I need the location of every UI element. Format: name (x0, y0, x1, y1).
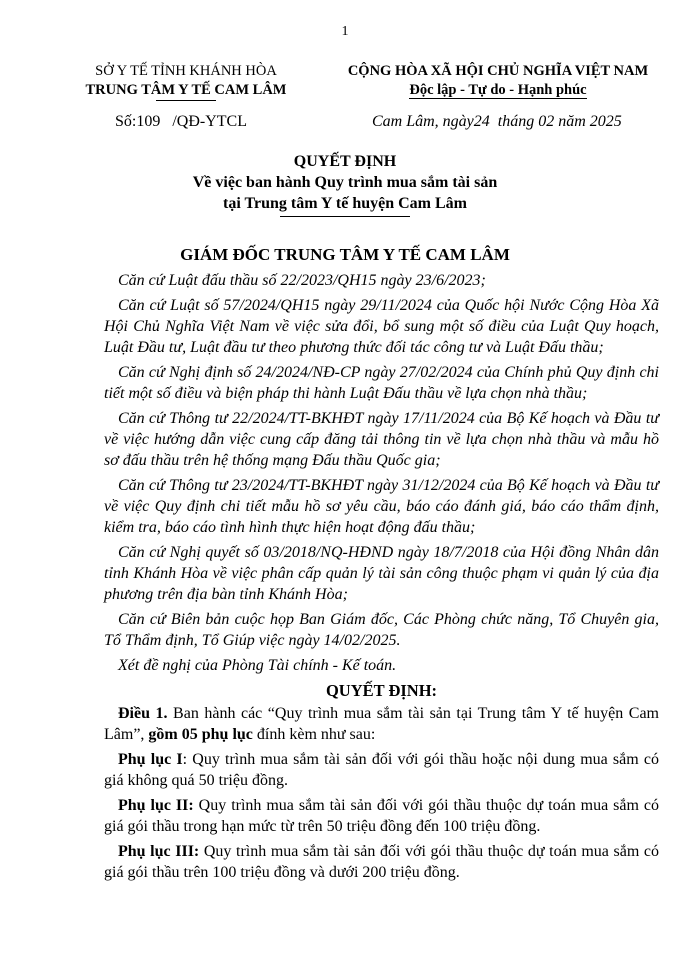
document-body (104, 270, 659, 887)
basis-3: Căn cứ Nghị định số 24/2024/NĐ-CP ngày 27/02/2024 của Chính phủ Quy định chi tiết một số điều và biện pháp thi hành Luật Đấu thầu về lựa chọn nhà thầu; (104, 364, 659, 402)
basis-5: Căn cứ Thông tư 23/2024/TT-BKHĐT ngày 31/12/2024 của Bộ Kế hoạch và Đầu tư về việc Quy định chi tiết mẫu hồ sơ yêu cầu, báo cáo đánh giá, báo cáo thẩm định, kiểm tra, báo cáo tình hình thực hiện hoạt động đấu thầu; (104, 477, 659, 536)
header-left (56, 62, 316, 100)
title-line2: Về việc ban hành Quy trình mua sắm tài sản (192, 174, 498, 191)
article-1-label: Điều 1. (118, 705, 168, 722)
appendix-3-label: Phụ lục III: (118, 843, 200, 860)
article-1 (104, 703, 659, 745)
article-1-text-bold: gồm 05 phụ lục (148, 726, 253, 743)
header-right (322, 62, 674, 100)
title-line1: QUYẾT ĐỊNH (293, 153, 397, 170)
appendix-1-text: : Quy trình mua sắm tài sản đối với gói thầu hoặc nội dung mua sắm có giá không quá 50 triệu đồng. (104, 751, 659, 789)
agency-parent: SỞ Y TẾ TỈNH KHÁNH HÒA (95, 63, 277, 79)
agency-name-text: TRUNG TÂM Y TẾ CAM LÂM (85, 82, 287, 98)
appendix-1 (104, 749, 659, 791)
basis-8: Xét đề nghị của Phòng Tài chính - Kế toán. (118, 657, 397, 674)
document-number: Số:109 /QĐ-YTCL (115, 113, 247, 130)
article-1-text-b: đính kèm như sau: (252, 726, 376, 743)
appendix-1-label: Phụ lục I (118, 751, 183, 768)
agency-underline (156, 100, 216, 101)
appendix-3 (104, 841, 659, 883)
appendix-3-text: Quy trình mua sắm tài sản đối với gói thầu thuộc dự toán mua sắm có giá gói thầu trên 100 triệu đồng và dưới 200 triệu đồng. (104, 843, 659, 881)
national-motto: Độc lập - Tự do - Hạnh phúc (409, 82, 587, 98)
title-line3: tại Trung tâm Y tế huyện Cam Lâm (223, 195, 467, 212)
decision-heading: QUYẾT ĐỊNH: (325, 681, 438, 700)
basis-7: Căn cứ Biên bản cuộc họp Ban Giám đốc, Các Phòng chức năng, Tổ Chuyên gia, Tổ Thẩm định, Tổ Giúp việc ngày 14/02/2025. (104, 611, 659, 649)
document-date: Cam Lâm, ngày24 tháng 02 năm 2025 (372, 113, 622, 130)
basis-4: Căn cứ Thông tư 22/2024/TT-BKHĐT ngày 17/11/2024 của Bộ Kế hoạch và Đầu tư về việc hướng dẫn việc cung cấp đăng tải thông tin về lựa chọn nhà thầu và mẫu hồ sơ đấu thầu trên hệ thống mạng Đấu thầu Quốc gia; (104, 410, 659, 469)
agency-name (86, 81, 287, 100)
appendix-2-label: Phụ lục II: (118, 797, 194, 814)
appendix-2 (104, 795, 659, 837)
document-title (0, 151, 690, 214)
appendix-2-text: Quy trình mua sắm tài sản đối với gói thầu thuộc dự toán mua sắm có giá gói thầu trong hạn mức từ trên 50 triệu đồng đến 100 triệu đồng. (104, 797, 659, 835)
national-title: CỘNG HÒA XÃ HỘI CHỦ NGHĨA VIỆT NAM (347, 63, 649, 79)
article-1-text-a: Ban hành các “Quy trình mua sắm tài sản tại Trung tâm Y tế huyện Cam Lâm”, (104, 705, 660, 743)
basis-6: Căn cứ Nghị quyết số 03/2018/NQ-HĐND ngày 18/7/2018 của Hội đồng Nhân dân tỉnh Khánh Hòa về việc phân cấp quản lý tài sản công thuộc phạm vi quản lý của địa phương trên địa bàn tỉnh Khánh Hòa; (104, 544, 659, 603)
page-number: 1 (341, 24, 349, 39)
issuing-authority: GIÁM ĐỐC TRUNG TÂM Y TẾ CAM LÂM (180, 245, 510, 264)
basis-2: Căn cứ Luật số 57/2024/QH15 ngày 29/11/2024 của Quốc hội Nước Cộng Hòa Xã Hội Chủ Nghĩa Việt Nam về việc sửa đổi, bổ sung một số điều của Luật Quy hoạch, Luật Đầu tư, Luật đầu tư theo phương thức đối tác công tư và Luật Đấu thầu; (104, 297, 659, 356)
basis-1: Căn cứ Luật đấu thầu số 22/2023/QH15 ngày 23/6/2023; (118, 272, 486, 289)
